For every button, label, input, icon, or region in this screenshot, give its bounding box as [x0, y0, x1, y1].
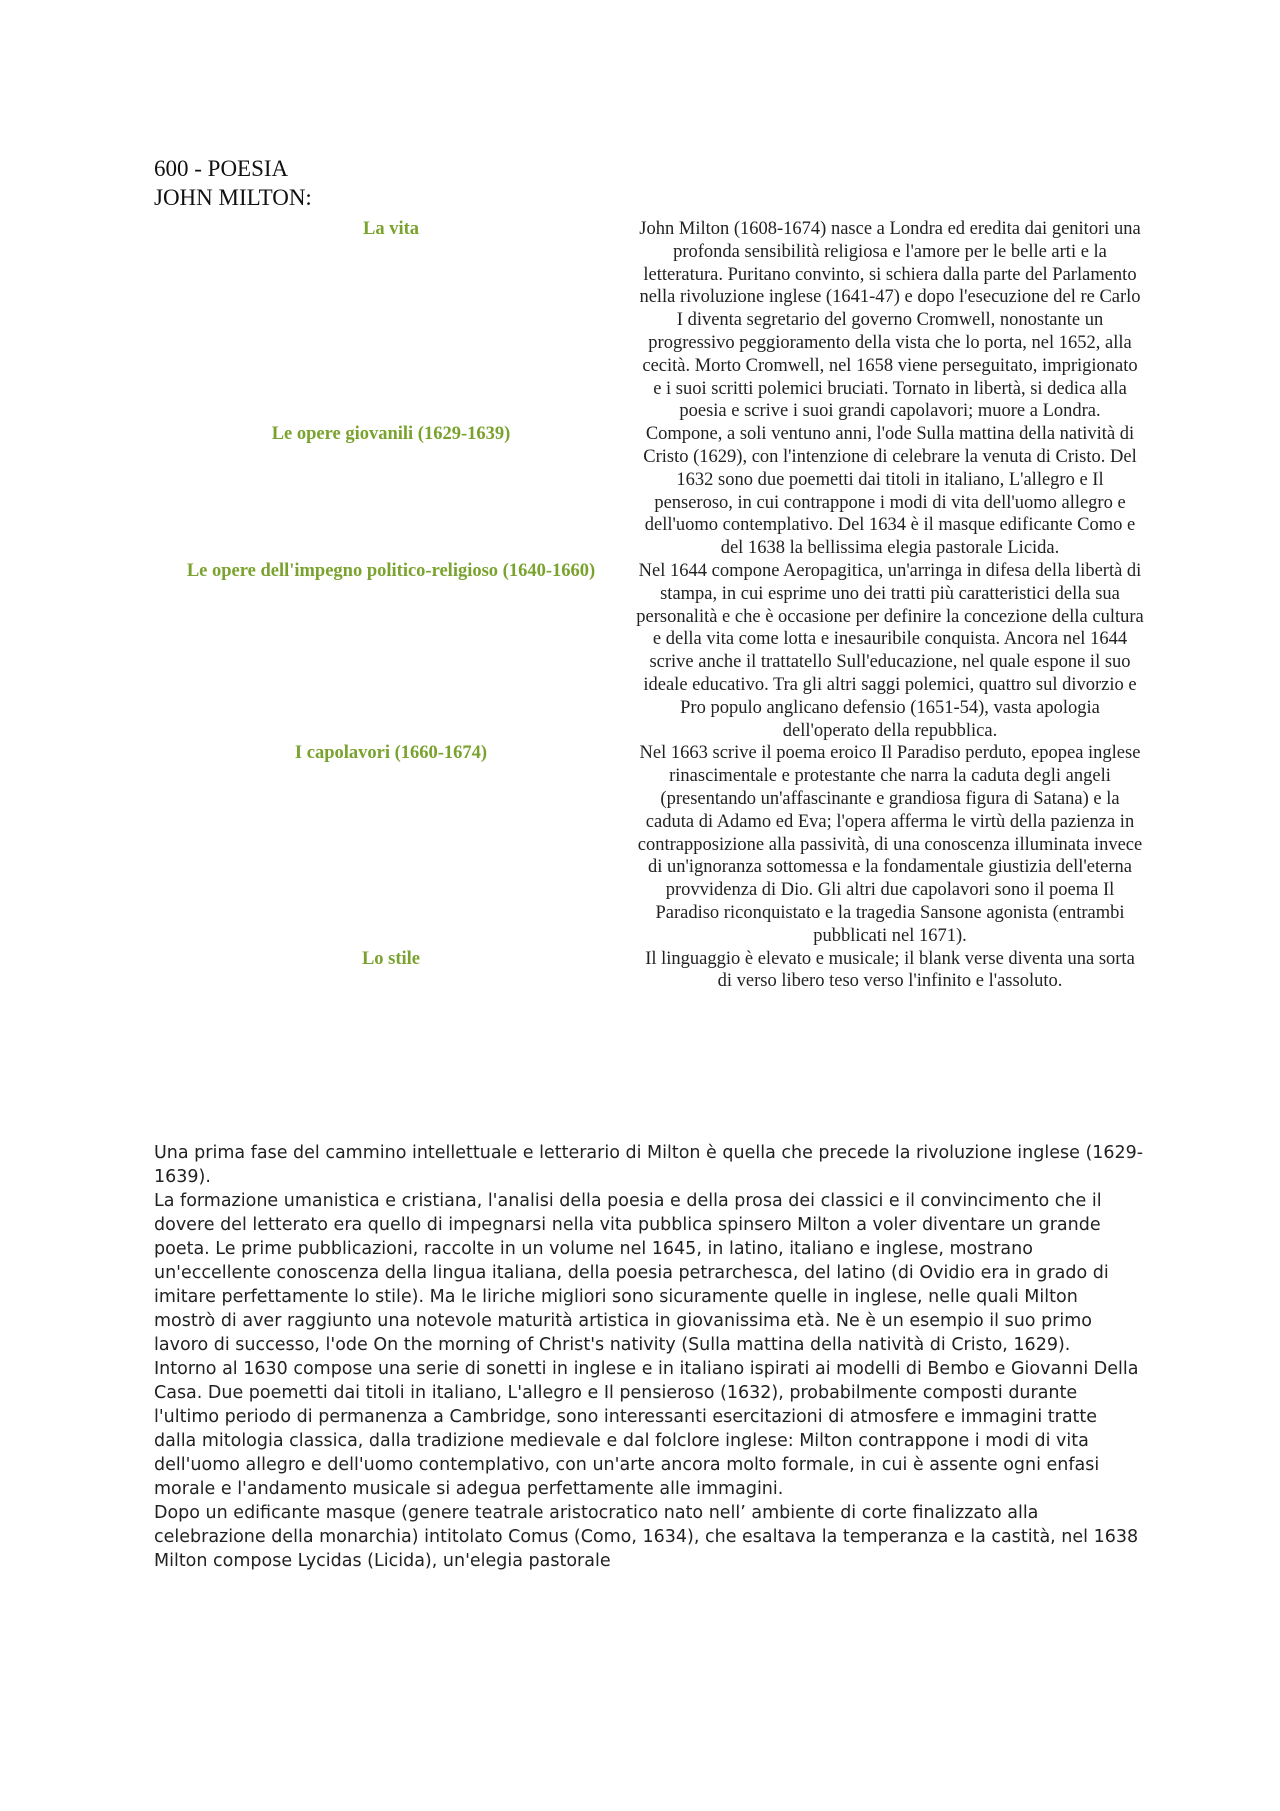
summary-table [154, 218, 1148, 993]
row-label: La vita [362, 219, 419, 239]
row-text: Nel 1663 scrive il poema eroico Il Paradiso perduto, epopea inglese rinascimentale e protestante che narra la caduta degli angeli (presentando un'affascinante e grandiosa figura di Satana) e la caduta di Adamo ed Eva; l'opera afferma le virtù della pazienza in contrapposizione alla passività, di una conoscenza illuminata invece di un'ignoranza sottomessa e la fondamentale giustizia dell'eterna provvidenza di Dio. Gli altri due capolavori sono il poema Il Paradiso riconquistato e la tragedia Sansone agonista (entrambi pubblicati nel 1671). [637, 743, 1143, 946]
body-text [154, 1141, 1144, 1573]
heading-title: 600 - POESIA [154, 156, 289, 181]
table-row [154, 423, 1148, 560]
document-heading [154, 154, 312, 212]
body-paragraph: Una prima fase del cammino intellettuale e letterario di Milton è quella che precede la rivoluzione inglese (1629-1639). [154, 1143, 1144, 1187]
body-paragraph: La formazione umanistica e cristiana, l'analisi della poesia e della prosa dei classici e il convincimento che il dovere del letterato era quello di impegnarsi nella vita pubblica spinsero Milton a voler diventare un grande poeta. Le prime pubblicazioni, raccolte in un volume nel 1645, in latino, italiano e inglese, mostrano un'eccellente conoscenza della lingua italiana, della poesia petrarchesca, del latino (di Ovidio era in grado di imitare perfettamente lo stile). Ma le liriche migliori sono sicuramente quelle in inglese, nelle quali Milton mostrò di aver raggiunto una notevole maturità artistica in giovanissima età. Ne è un esempio il suo primo lavoro di successo, l'ode On the morning of Christ's nativity (Sulla mattina della natività di Cristo, 1629). [154, 1191, 1109, 1355]
table-row [154, 742, 1148, 947]
heading-author: JOHN MILTON: [154, 185, 312, 210]
row-label: Le opere giovanili (1629-1639) [271, 424, 511, 445]
row-text: Nel 1644 compone Aeropagitica, un'arringa in difesa della libertà di stampa, in cui esprime uno dei tratti più caratteristici della sua personalità e che è occasione per definire la concezione della cultura e della vita come lotta e inesauribile conquista. Ancora nel 1644 scrive anche il trattatello Sull'educazione, nel quale espone il suo ideale educativo. Tra gli altri saggi polemici, quattro sul divorzio e Pro populo anglicano defensio (1651-54), vasta apologia dell'operato della repubblica. [636, 560, 1144, 741]
row-label: Lo stile [361, 948, 421, 969]
row-text: Compone, a soli ventuno anni, l'ode Sulla mattina della natività di Cristo (1629), con l'intenzione di celebrare la venuta di Cristo. Del 1632 sono due poemetti dai titoli in italiano, L'allegro e Il penseroso, in cui contrappone i modi di vita dell'uomo allegro e dell'uomo contemplativo. Del 1634 è il masque edificante Como e del 1638 la bellissima elegia pastorale Licida. [643, 424, 1137, 559]
body-paragraph: Dopo un edificante masque (genere teatrale aristocratico nato nell’ ambiente di corte finalizzato alla celebrazione della monarchia) intitolato Comus (Como, 1634), che esaltava la temperanza e la castità, nel 1638 Milton compose Lycidas (Licida), un'elegia pastorale [154, 1503, 1139, 1571]
body-paragraph: Intorno al 1630 compose una serie di sonetti in inglese e in italiano ispirati ai modelli di Bembo e Giovanni Della Casa. Due poemetti dai titoli in italiano, L'allegro e Il pensieroso (1632), probabilmente composti durante l'ultimo periodo di permanenza a Cambridge, sono interessanti esercitazioni di atmosfere e immagini tratte dalla mitologia classica, dalla tradizione medievale e dal folclore inglese: Milton contrappone i modi di vita dell'uomo allegro e dell'uomo contemplativo, con un'arte ancora molto formale, in cui è assente ogni enfasi morale e l'andamento musicale si adegua perfettamente alle immagini. [154, 1359, 1139, 1499]
table-row [154, 948, 1148, 994]
row-label: Le opere dell'impegno politico-religioso (1640-1660) [186, 560, 596, 581]
row-label: I capolavori (1660-1674) [294, 743, 488, 764]
row-text: Il linguaggio è elevato e musicale; il blank verse diventa una sorta di verso libero teso verso l'infinito e l'assoluto. [645, 948, 1135, 992]
table-row [154, 560, 1148, 742]
table-row [154, 218, 1148, 423]
row-text: John Milton (1608-1674) nasce a Londra ed eredita dai genitori una profonda sensibilità religiosa e l'amore per le belle arti e la letteratura. Puritano convinto, si schiera dalla parte del Parlamento nella rivoluzione inglese (1641-47) e dopo l'esecuzione del re Carlo I diventa segretario del governo Cromwell, nonostante un progressivo peggioramento della vista che lo porta, nel 1652, alla cecità. Morto Cromwell, nel 1658 viene perseguitato, imprigionato e i suoi scritti polemici bruciati. Tornato in libertà, si dedica alla poesia e scrive i suoi grandi capolavori; muore a Londra. [639, 219, 1141, 422]
